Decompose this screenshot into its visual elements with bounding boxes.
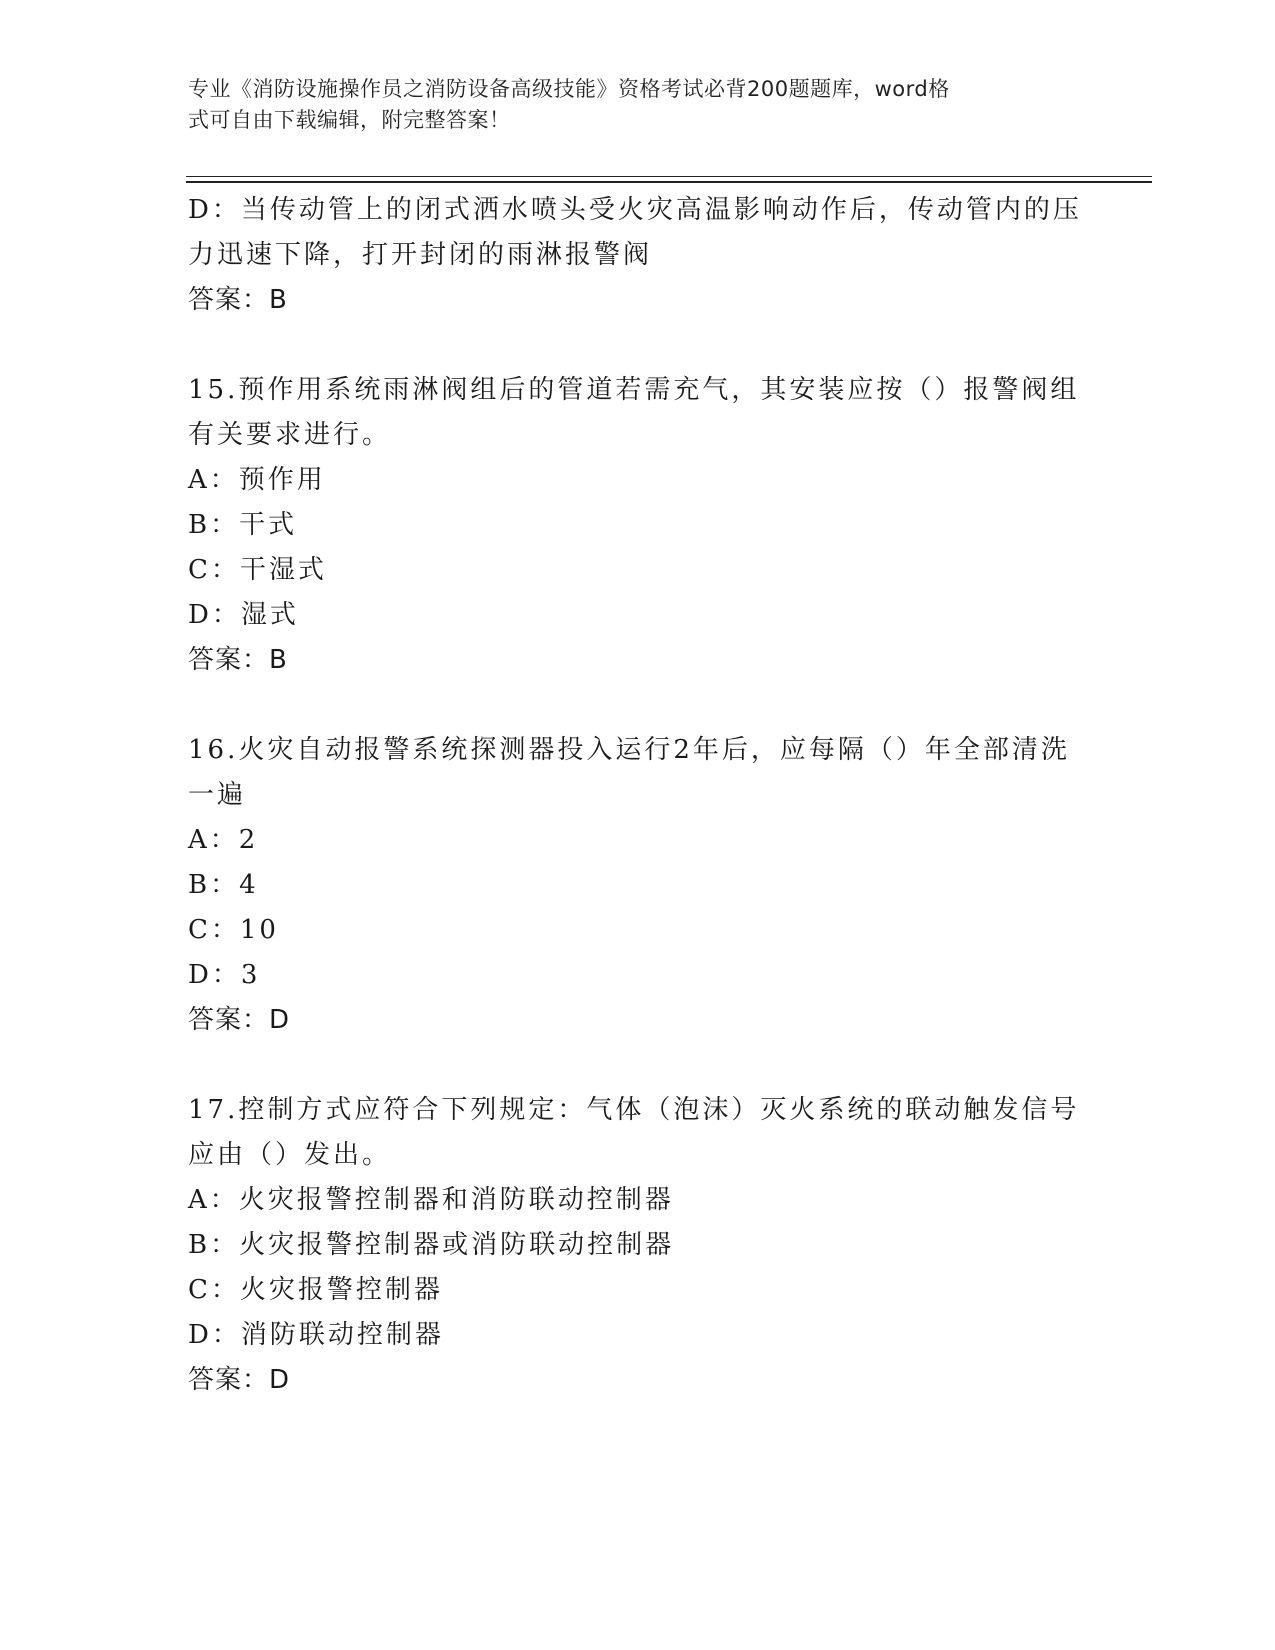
option-c: C：干湿式 — [188, 555, 327, 585]
option-d-line-1: D：当传动管上的闭式洒水喷头受火灾高温影响动作后，传动管内的压 — [188, 195, 1082, 225]
answer-line: 答案：D — [188, 1365, 291, 1395]
option-d-line-2: 力迅速下降，打开封闭的雨淋报警阀 — [188, 240, 653, 270]
option-b: B：干式 — [188, 510, 298, 540]
question-stem-line-1: 15.预作用系统雨淋阀组后的管道若需充气，其安装应按（）报警阀组 — [188, 375, 1080, 405]
question-stem-line-2: 有关要求进行。 — [188, 420, 392, 450]
page-header — [188, 74, 1068, 136]
answer-line: 答案：B — [188, 645, 288, 675]
option-a: A：2 — [188, 825, 259, 855]
option-c: C：火灾报警控制器 — [188, 1275, 443, 1305]
header-rule-thin — [186, 176, 1152, 177]
question-stem-line-2: 一遍 — [188, 780, 247, 810]
answer-line: 答案：D — [188, 1005, 291, 1035]
question-15 — [188, 368, 1078, 683]
option-a: A：火灾报警控制器和消防联动控制器 — [188, 1185, 674, 1215]
option-d: D：湿式 — [188, 600, 299, 630]
option-b: B：4 — [188, 870, 259, 900]
answer-line: 答案：B — [188, 285, 288, 315]
document-body — [188, 188, 1082, 1403]
option-b: B：火灾报警控制器或消防联动控制器 — [188, 1230, 675, 1260]
header-line-2: 式可自由下载编辑，附完整答案！ — [188, 108, 511, 132]
option-d: D：3 — [188, 960, 261, 990]
question-17 — [188, 1088, 1078, 1403]
header-line-1: 专业《消防设施操作员之消防设备高级技能》资格考试必背200题题库，word格 — [188, 77, 950, 101]
option-a: A：预作用 — [188, 465, 326, 495]
option-c: C：10 — [188, 915, 279, 945]
question-stem-line-1: 16.火灾自动报警系统探测器投入运行2年后，应每隔（）年全部清洗 — [188, 735, 1070, 765]
question-stem-line-1: 17.控制方式应符合下列规定：气体（泡沫）灭火系统的联动触发信号 — [188, 1095, 1080, 1125]
continued-question — [188, 188, 1082, 323]
question-stem-line-2: 应由（）发出。 — [188, 1140, 392, 1170]
question-16 — [188, 728, 1078, 1043]
header-rule-thick — [186, 181, 1152, 183]
option-d: D：消防联动控制器 — [188, 1320, 444, 1350]
